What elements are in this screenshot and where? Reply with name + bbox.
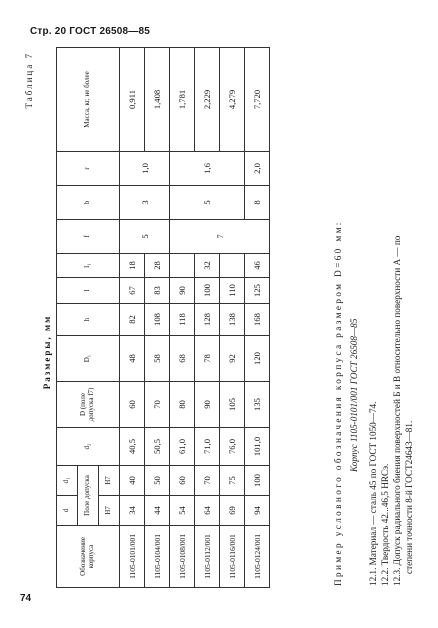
header-designation: Обозначение корпуса <box>57 526 120 588</box>
header-h: h <box>57 304 120 336</box>
cell-l1: 28 <box>145 254 170 278</box>
cell-r: 2,0 <box>245 152 270 186</box>
table-number: Таблица 7 <box>24 52 34 109</box>
table-row <box>120 48 145 588</box>
cell-d1: 60 <box>170 466 195 496</box>
cell-r: 1,6 <box>170 152 245 186</box>
cell-designation: 1105-0108/001 <box>170 526 195 588</box>
cell-h: 118 <box>170 304 195 336</box>
header-f: f <box>57 220 120 254</box>
table-row <box>220 48 245 588</box>
cell-d: 64 <box>195 496 220 526</box>
note-hardness: 12.2. Твердость 42...46,5 HRCэ. <box>380 463 390 586</box>
header-l: l <box>57 278 120 304</box>
cell-D1: 92 <box>220 336 245 382</box>
cell-mass: 7,720 <box>245 48 270 152</box>
cell-d2: 40,5 <box>120 428 145 466</box>
table-row <box>195 48 220 588</box>
cell-l1: 18 <box>120 254 145 278</box>
cell-designation: 1105-0101/001 <box>120 526 145 588</box>
header-mass: Масса, кг, не более <box>57 48 120 152</box>
cell-designation: 1105-0116/001 <box>220 526 245 588</box>
cell-mass: 4,279 <box>220 48 245 152</box>
cell-l1: 46 <box>245 254 270 278</box>
cell-l: 125 <box>245 278 270 304</box>
header-h7-d: H7 <box>99 496 120 526</box>
cell-D1: 48 <box>120 336 145 382</box>
header-d2: d₂ <box>57 428 120 466</box>
note-runout-cont: степени точности 8-й ГОСТ24643—81. <box>404 420 414 574</box>
cell-D1: 68 <box>170 336 195 382</box>
cell-d2: 50,5 <box>145 428 170 466</box>
cell-d: 44 <box>145 496 170 526</box>
header-b: b <box>57 186 120 220</box>
cell-d2: 61,0 <box>170 428 195 466</box>
cell-D: 80 <box>170 382 195 428</box>
cell-b: 3 <box>120 186 170 220</box>
cell-D1: 120 <box>245 336 270 382</box>
sizes-caption: Размеры, мм <box>42 314 52 390</box>
cell-D: 70 <box>145 382 170 428</box>
cell-d: 94 <box>245 496 270 526</box>
page-header: Стр. 20 ГОСТ 26508—85 <box>30 26 150 37</box>
cell-l: 83 <box>145 278 170 304</box>
cell-h: 138 <box>220 304 245 336</box>
cell-b: 5 <box>170 186 245 220</box>
header-h7-d1: H7 <box>99 466 120 496</box>
table-row <box>145 48 170 588</box>
table-row <box>170 48 195 588</box>
note-material: 12.1. Материал — сталь 45 по ГОСТ 1050—74. <box>368 401 378 586</box>
cell-l: 67 <box>120 278 145 304</box>
cell-h: 108 <box>145 304 170 336</box>
cell-D: 60 <box>120 382 145 428</box>
cell-designation: 1105-0112/001 <box>195 526 220 588</box>
page-number: 74 <box>20 593 32 604</box>
header-tolerance-field: Поле допуска <box>78 466 99 526</box>
header-l1: l₁ <box>57 254 120 278</box>
cell-r: 1,0 <box>120 152 170 186</box>
cell-mass: 1,781 <box>170 48 195 152</box>
header-D1: D₁ <box>57 336 120 382</box>
table-row <box>245 48 270 588</box>
cell-h: 128 <box>195 304 220 336</box>
cell-l: 90 <box>170 278 195 304</box>
header-d: d <box>57 496 78 526</box>
cell-f: 7 <box>170 220 270 254</box>
cell-l: 100 <box>195 278 220 304</box>
cell-mass: 0,911 <box>120 48 145 152</box>
cell-designation: 1105-0104/001 <box>145 526 170 588</box>
cell-D: 135 <box>245 382 270 428</box>
cell-d: 34 <box>120 496 145 526</box>
cell-d1: 50 <box>145 466 170 496</box>
designation-example-value: Корпус 1105-0101/001 ГОСТ 26508—85 <box>349 318 359 472</box>
cell-d1: 100 <box>245 466 270 496</box>
cell-designation: 1105-0124/001 <box>245 526 270 588</box>
cell-h: 82 <box>120 304 145 336</box>
cell-l1: 32 <box>195 254 220 278</box>
note-runout: 12.3. Допуск радиального биения поверхностей Б и В относительно поверхности А — по <box>392 235 402 586</box>
cell-f: 5 <box>120 220 170 254</box>
header-D: D (поле допуска f7) <box>57 382 120 428</box>
header-r: r <box>57 152 120 186</box>
rotated-content <box>20 44 418 592</box>
cell-d2: 71,0 <box>195 428 220 466</box>
cell-D: 90 <box>195 382 220 428</box>
cell-D1: 78 <box>195 336 220 382</box>
cell-b: 8 <box>245 186 270 220</box>
cell-l: 110 <box>220 278 245 304</box>
dimensions-table <box>56 47 270 588</box>
header-d1: d₁ <box>57 466 78 496</box>
cell-d1: 40 <box>120 466 145 496</box>
cell-l1 <box>220 254 245 278</box>
cell-D1: 58 <box>145 336 170 382</box>
cell-D: 105 <box>220 382 245 428</box>
cell-mass: 2,229 <box>195 48 220 152</box>
cell-d1: 70 <box>195 466 220 496</box>
cell-l1 <box>170 254 195 278</box>
cell-d1: 75 <box>220 466 245 496</box>
cell-d: 54 <box>170 496 195 526</box>
cell-d2: 76,0 <box>220 428 245 466</box>
designation-example: Пример условного обозначения корпуса размером D=60 мм: <box>333 220 343 586</box>
cell-d2: 101,0 <box>245 428 270 466</box>
cell-d: 69 <box>220 496 245 526</box>
cell-mass: 1,408 <box>145 48 170 152</box>
cell-h: 168 <box>245 304 270 336</box>
